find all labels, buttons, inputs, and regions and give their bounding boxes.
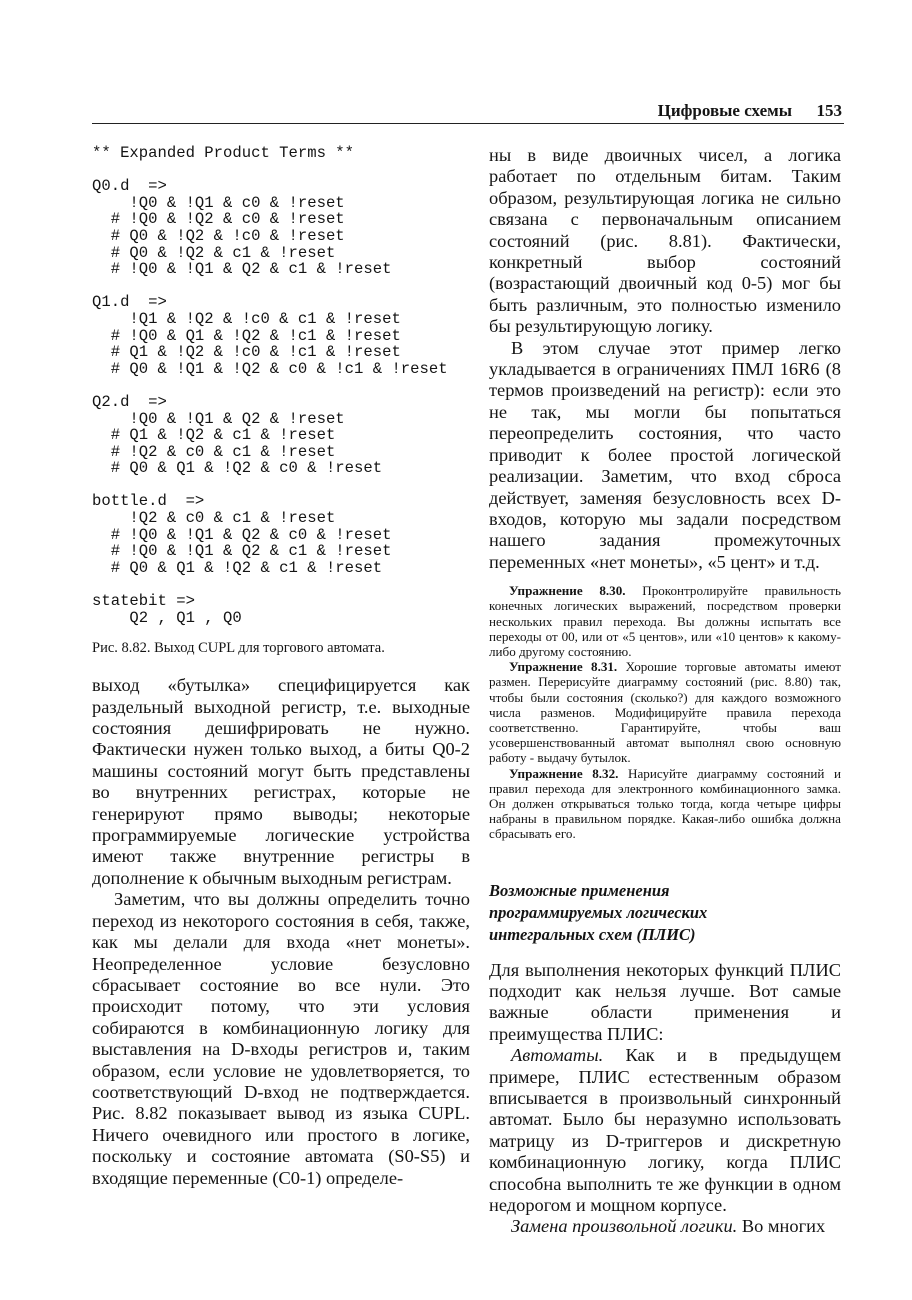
body-paragraph xyxy=(489,1216,841,1237)
paragraph-text: Во многих xyxy=(737,1216,826,1237)
code-line: # Q0 & Q1 & !Q2 & c0 & !reset xyxy=(92,459,383,478)
right-column xyxy=(489,145,841,1238)
exercise-8-32 xyxy=(489,766,841,842)
code-line: Q2.d => xyxy=(92,392,167,411)
body-paragraph xyxy=(489,1045,841,1216)
exercise-label: Упражнение 8.31. xyxy=(509,659,618,675)
section-heading-line: Возможные применения xyxy=(489,880,670,900)
header-title: Цифровые схемы xyxy=(657,101,792,120)
running-header xyxy=(92,101,844,124)
code-line: # Q1 & !Q2 & !c0 & !c1 & !reset xyxy=(92,343,401,362)
code-line xyxy=(92,576,470,593)
exercises xyxy=(489,583,841,841)
code-line: # Q0 & !Q1 & !Q2 & c0 & !c1 & !reset xyxy=(92,359,448,378)
paragraph-lead: Замена произвольной логики. xyxy=(511,1216,738,1237)
code-line: bottle.d => xyxy=(92,492,205,511)
code-line: ** Expanded Product Terms ** xyxy=(92,144,355,162)
code-line: # !Q2 & c0 & c1 & !reset xyxy=(92,442,336,461)
code-line: # Q1 & !Q2 & c1 & !reset xyxy=(92,426,336,445)
body-paragraph xyxy=(489,960,841,1046)
code-line: Q1.d => xyxy=(92,293,167,312)
exercise-8-31 xyxy=(489,659,841,765)
paragraph-text: Как и в предыдущем примере, ПЛИС естественным образом вписывается в произвольный синхронный автомат. Было бы неразумно использовать матрицу из D-триггеров и дискретную комбинационную логику, когда ПЛИС способна выполнить те же функции в одном недорогом и мощном корпусе. xyxy=(489,1045,841,1216)
section-heading-line: программируемых логических xyxy=(489,902,708,922)
figure-caption: Рис. 8.82. Выход CUPL для торгового автомата. xyxy=(92,640,385,657)
code-line: # !Q0 & !Q2 & c0 & !reset xyxy=(92,210,345,229)
exercise-label: Упражнение 8.30. xyxy=(509,583,626,599)
code-line xyxy=(92,477,470,494)
exercise-label: Упражнение 8.32. xyxy=(509,765,619,781)
exercise-8-30 xyxy=(489,583,841,659)
code-line: # Q0 & Q1 & !Q2 & c1 & !reset xyxy=(92,558,383,577)
paragraph-lead: Автоматы. xyxy=(511,1045,604,1066)
code-line: Q0.d => xyxy=(92,177,167,196)
code-line: !Q1 & !Q2 & !c0 & c1 & !reset xyxy=(92,309,401,328)
section-heading xyxy=(489,880,841,946)
code-line: # !Q0 & Q1 & !Q2 & !c1 & !reset xyxy=(92,326,401,345)
paragraph-text: Для выполнения некоторых функций ПЛИС подходит как нельзя лучше. Вот самые важные области применения и преимущества ПЛИС: xyxy=(489,959,841,1044)
exercise-text: Хорошие торговые автоматы имеют размен. Перерисуйте диаграмму состояний (рис. 8.80) так, чтобы были состояния (сколько?) для каждого возможного числа разменов. Модифицируйте правила перехода соответственно. Гарантируйте, чтобы ваш усовершенствованный автомат выполнял свою основную работу - выдачу бутылок. xyxy=(489,659,841,766)
code-line xyxy=(92,162,470,179)
code-line xyxy=(92,377,470,394)
page-number: 153 xyxy=(816,101,842,120)
body-paragraph: Заметим, что вы должны определить точно переход из некоторого состояния в себя, также, как мы делали для входа «нет монеты». Неопределенное условие безусловно сбрасывает состояние во все нули. Это происходит потому, что эти условия собираются в комбинационную логику для выставления на D-входы регистров и, таким образом, если условие не удовлетворяется, то соответствующий D-вход не подтверждается. Рис. 8.82 показывает вывод из языка CUPL. Ничего очевидного или простого в логике, поскольку и состояние автомата (S0-S5) и входящие переменные (C0-1) определе- xyxy=(92,889,470,1188)
body-paragraph: выход «бутылка» специфицируется как раздельный выходной регистр, т.е. выходные состояния дешифрировать не нужно. Фактически нужен только выход, а биты Q0-2 машины состояний могут быть представлены во внутренних регистрах, которые не генерируют прямо выводы; некоторые программируемые логические устройства имеют также внутренние регистры в дополнение к обычным выходным регистрам. xyxy=(92,675,470,888)
code-line: Q2 , Q1 , Q0 xyxy=(92,608,242,627)
code-line xyxy=(92,278,470,295)
cupl-code-listing xyxy=(92,145,470,626)
code-line: # Q0 & !Q2 & !c0 & !reset xyxy=(92,226,345,245)
code-line: # Q0 & !Q2 & c1 & !reset xyxy=(92,243,336,262)
left-column xyxy=(92,145,470,1189)
code-line: !Q0 & !Q1 & Q2 & !reset xyxy=(92,409,345,428)
body-paragraph: В этом случае этот пример легко укладывается в ограничениях ПМЛ 16R6 (8 термов произведений на регистр): если это не так, мы могли бы попытаться переопределить состояния, что часто приводит к более простой логической реализации. Заметим, что вход сброса действует, заменяя безусловность всех D-входов, которую мы задали посредством нашего задания промежуточных переменных «нет монеты», «5 цент» и т.д. xyxy=(489,337,841,572)
exercise-text: Нарисуйте диаграмму состояний и правил перехода для электронного комбинационного замка. Он должен открываться только тогда, когда четыре цифры набраны в правильном порядке. Какая-либо ошибка должна сбрасывать его. xyxy=(489,765,841,842)
exercise-text: Проконтролируйте правильность конечных логических выражений, посредством проверки нескольких правил перехода. Вы должны испытать все переходы от 00, или от «5 центов», или «10 центов» к какому-либо другому состоянию. xyxy=(489,583,841,659)
code-line: # !Q0 & !Q1 & Q2 & c1 & !reset xyxy=(92,542,392,561)
body-paragraph: ны в виде двоичных чисел, а логика работает по отдельным битам. Таким образом, результирующая логика не сильно связана с первоначальным описанием состояний (рис. 8.81). Фактически, конкретный выбор состояний (возрастающий двоичный код 0-5) мог бы быть различным, это полностью изменило бы результирующую логику. xyxy=(489,145,841,337)
code-line: !Q0 & !Q1 & c0 & !reset xyxy=(92,193,345,212)
code-line: !Q2 & c0 & c1 & !reset xyxy=(92,509,336,528)
code-line: statebit => xyxy=(92,592,195,611)
code-line: # !Q0 & !Q1 & Q2 & c1 & !reset xyxy=(92,260,392,279)
code-line: # !Q0 & !Q1 & Q2 & c0 & !reset xyxy=(92,525,392,544)
section-heading-line: интегральных схем (ПЛИС) xyxy=(489,924,696,944)
